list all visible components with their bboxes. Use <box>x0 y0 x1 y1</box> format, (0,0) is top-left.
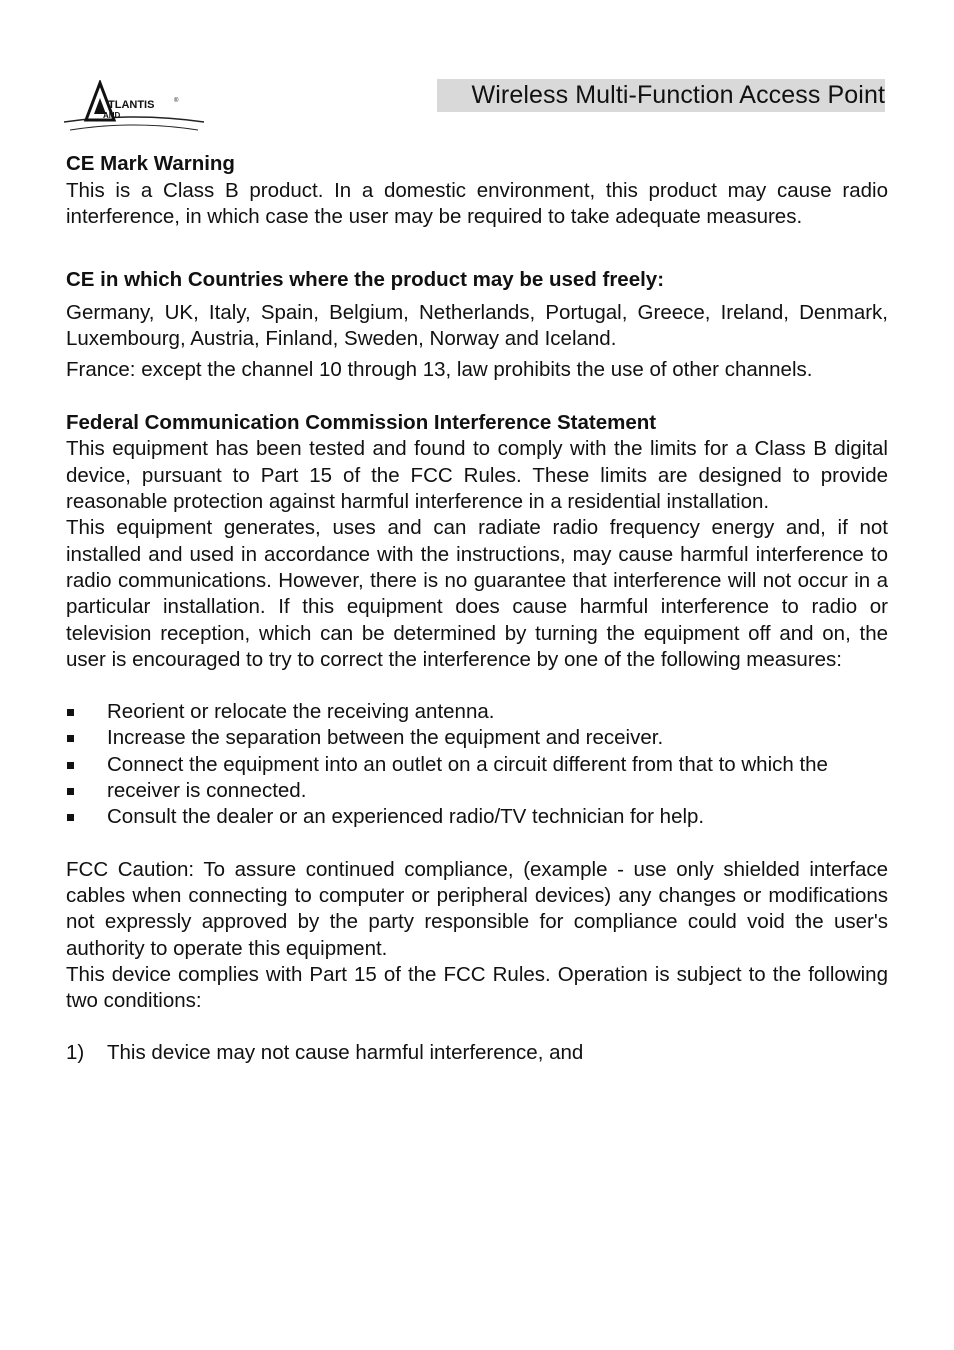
fcc-caution: FCC Caution: To assure continued compliance, (example - use only shielded interface cables when connecting to computer or peripheral devices) any changes or modifications not expressly approved by the party responsible for compliance could void the user's authority to operate this equipment. <box>66 857 888 960</box>
bullet-icon <box>67 814 74 821</box>
atlantis-logo <box>64 80 204 138</box>
atlantis-logo-icon <box>64 80 204 138</box>
svg-text:®: ® <box>174 98 179 104</box>
list-item: Consult the dealer or an experienced radio/TV technician for help. <box>66 804 888 830</box>
condition-text: This device may not cause harmful interference, and <box>107 1041 584 1065</box>
fcc-paragraph-1: This equipment has been tested and found to comply with the limits for a Class B digital device, pursuant to Part 15 of the FCC Rules. These limits are designed to provide reasonable protection against harmful interference in a residential installation. <box>66 437 888 514</box>
document-body <box>66 150 888 1067</box>
condition-number: 1) <box>66 1041 85 1065</box>
fcc-paragraph-3: This device complies with Part 15 of the FCC Rules. Operation is subject to the following two conditions: <box>66 962 888 1013</box>
ce-countries-heading: CE in which Countries where the product may be used freely: <box>66 267 665 291</box>
ce-mark-heading: CE Mark Warning <box>66 152 235 175</box>
bullet-icon <box>67 735 74 742</box>
ce-mark-text: This is a Class B product. In a domestic environment, this product may cause radio interference, in which case the user may be required to take adequate measures. <box>66 179 888 229</box>
fcc-measures-list <box>66 699 888 830</box>
list-item: Increase the separation between the equipment and receiver. <box>66 725 888 751</box>
condition-item <box>66 1040 888 1066</box>
fcc-paragraph-2: This equipment generates, uses and can radiate radio frequency energy and, if not installed and used in accordance with the instructions, may cause harmful interference to radio communications. However, there is no guarantee that interference will not occur in a particular installation. If this equipment does cause harmful interference to radio or television reception, which can be determined by turning the equipment off and on, the user is encouraged to try to correct the interference by one of the following measures: <box>66 516 888 671</box>
ce-france-text: France: except the channel 10 through 13, law prohibits the use of other channels. <box>66 358 813 382</box>
list-item: Connect the equipment into an outlet on a circuit different from that to which the <box>66 752 888 778</box>
bullet-icon <box>67 788 74 795</box>
ce-countries-text: Germany, UK, Italy, Spain, Belgium, Netherlands, Portugal, Greece, Ireland, Denmark, Luxembourg, Austria, Finland, Sweden, Norway and Iceland. <box>66 300 888 350</box>
bullet-icon <box>67 709 74 716</box>
document-title: Wireless Multi-Function Access Point <box>437 79 885 112</box>
list-item: receiver is connected. <box>66 778 888 804</box>
bullet-icon <box>67 762 74 769</box>
list-item: Reorient or relocate the receiving antenna. <box>66 699 888 725</box>
fcc-heading: Federal Communication Commission Interference Statement <box>66 411 657 435</box>
svg-text:TLANTIS: TLANTIS <box>108 99 155 111</box>
svg-text:AND: AND <box>103 111 121 120</box>
